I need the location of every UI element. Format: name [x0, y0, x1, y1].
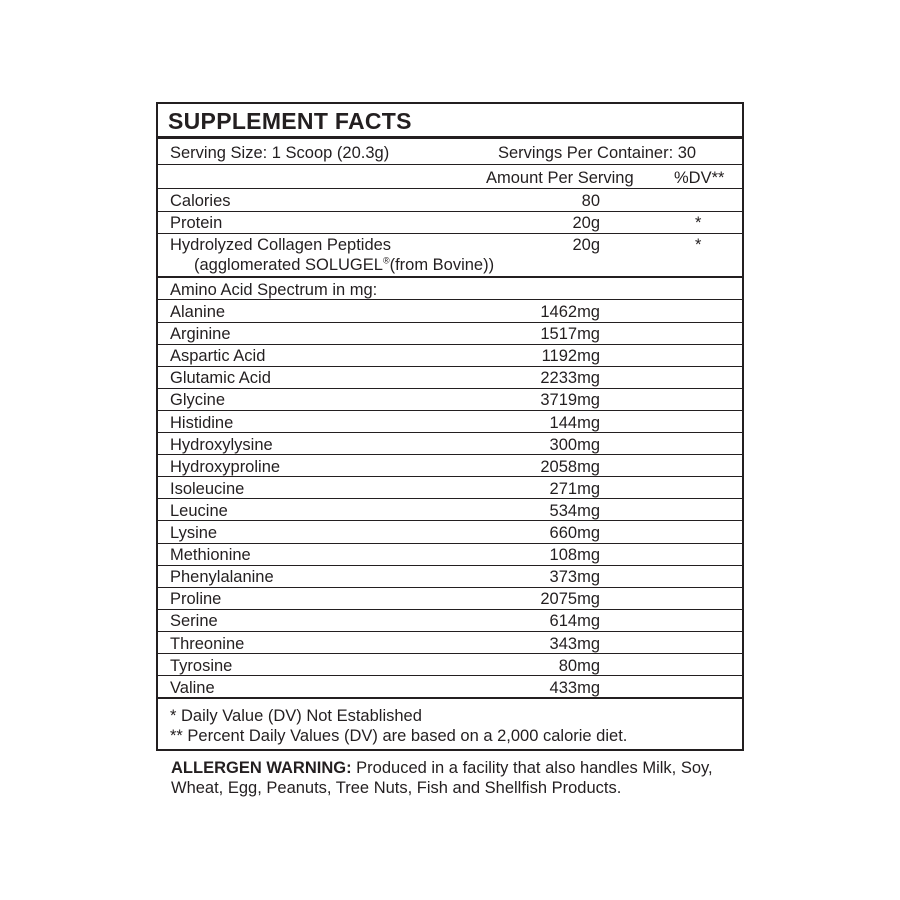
row-divider	[158, 211, 742, 212]
amino-acid-name: Tyrosine	[170, 656, 233, 675]
title-divider	[158, 136, 742, 139]
amino-acid-amount: 80mg	[558, 656, 600, 675]
calories-label: Calories	[170, 192, 231, 210]
amino-acid-amount: 614mg	[549, 612, 600, 631]
amino-acid-name: Alanine	[170, 303, 226, 321]
row-divider	[158, 366, 742, 367]
amino-acid-name: Hydroxylysine	[170, 435, 273, 454]
row-divider	[158, 344, 742, 345]
servings-per-container: Servings Per Container: 30	[498, 144, 697, 162]
row-divider	[158, 587, 742, 588]
allergen-warning	[171, 758, 751, 798]
collagen-label: Hydrolyzed Collagen Peptides	[170, 236, 392, 254]
amino-acid-name: Serine	[170, 612, 218, 631]
amino-acid-amount: 1462mg	[540, 303, 600, 321]
row-divider	[158, 520, 742, 521]
amino-acid-amount: 144mg	[549, 413, 600, 432]
row-divider	[158, 454, 742, 455]
allergen-label: ALLERGEN WARNING:	[171, 759, 352, 777]
footnote-percent-dv: ** Percent Daily Values (DV) are based on a 2,000 calorie diet.	[170, 727, 628, 745]
amino-acid-name: Valine	[170, 678, 215, 697]
collagen-dv: *	[695, 236, 702, 254]
registered-mark: ®	[382, 255, 390, 266]
protein-label: Protein	[170, 214, 223, 232]
amino-acid-name: Proline	[170, 590, 222, 609]
amino-acid-amount: 534mg	[549, 501, 600, 520]
amino-acid-name: Methionine	[170, 546, 251, 565]
amino-acid-name: Arginine	[170, 325, 231, 344]
row-divider	[158, 653, 742, 654]
amino-acid-name: Hydroxyproline	[170, 457, 281, 476]
column-header-divider	[158, 188, 742, 189]
protein-dv: *	[695, 214, 702, 232]
allergen-text: Produced in a facility that also handles Milk, Soy, Wheat, Egg, Peanuts, Tree Nuts, Fish and Shellfish Products.	[171, 759, 713, 797]
row-divider	[158, 322, 742, 323]
amino-acid-name: Glutamic Acid	[170, 369, 271, 388]
row-divider	[158, 432, 742, 433]
amino-acid-amount: 3719mg	[540, 391, 600, 410]
dv-header: %DV**	[674, 169, 725, 187]
panel-title: SUPPLEMENT FACTS	[168, 108, 412, 134]
row-divider	[158, 476, 742, 477]
amino-acid-amount: 433mg	[549, 678, 600, 697]
row-divider	[158, 631, 742, 632]
amino-acid-name: Histidine	[170, 413, 234, 432]
serving-size: Serving Size: 1 Scoop (20.3g)	[170, 144, 390, 162]
amino-acid-amount: 1517mg	[540, 325, 600, 344]
row-divider	[158, 299, 742, 300]
row-divider	[158, 388, 742, 389]
amino-acid-name: Lysine	[170, 524, 218, 542]
amino-acid-header: Amino Acid Spectrum in mg:	[170, 281, 378, 299]
collagen-sublabel: (agglomerated SOLUGEL®(from Bovine))	[194, 255, 495, 274]
footnote-divider	[158, 697, 742, 699]
protein-amount: 20g	[572, 214, 600, 232]
amino-acid-name: Leucine	[170, 501, 228, 520]
row-divider	[158, 565, 742, 566]
footnote-dv-not-established: * Daily Value (DV) Not Established	[170, 707, 422, 725]
amino-acid-amount: 373mg	[549, 568, 600, 587]
calories-amount: 80	[581, 192, 600, 210]
amino-acid-name: Glycine	[170, 391, 226, 410]
amino-acid-name: Isoleucine	[170, 479, 245, 498]
amino-acid-amount: 2058mg	[540, 457, 600, 476]
amino-acid-amount: 271mg	[549, 479, 600, 498]
row-divider	[158, 498, 742, 499]
amino-acid-amount: 343mg	[549, 634, 600, 653]
amino-acid-amount: 300mg	[549, 435, 600, 454]
row-divider	[158, 609, 742, 610]
amino-acid-amount: 2233mg	[540, 369, 600, 388]
amino-acid-amount: 108mg	[549, 546, 600, 565]
serving-divider	[158, 164, 742, 165]
row-divider	[158, 410, 742, 411]
amino-acid-name: Aspartic Acid	[170, 347, 266, 366]
amino-acid-amount: 660mg	[549, 524, 600, 542]
amino-acid-amount: 1192mg	[541, 347, 600, 366]
row-divider	[158, 675, 742, 676]
section-divider	[158, 276, 742, 278]
amino-acid-amount: 2075mg	[540, 590, 600, 609]
row-divider	[158, 543, 742, 544]
amino-acid-name: Phenylalanine	[170, 568, 274, 587]
collagen-amount: 20g	[572, 236, 600, 254]
amino-acid-name: Threonine	[170, 634, 245, 653]
amount-per-serving-header: Amount Per Serving	[486, 169, 634, 187]
row-divider	[158, 233, 742, 234]
